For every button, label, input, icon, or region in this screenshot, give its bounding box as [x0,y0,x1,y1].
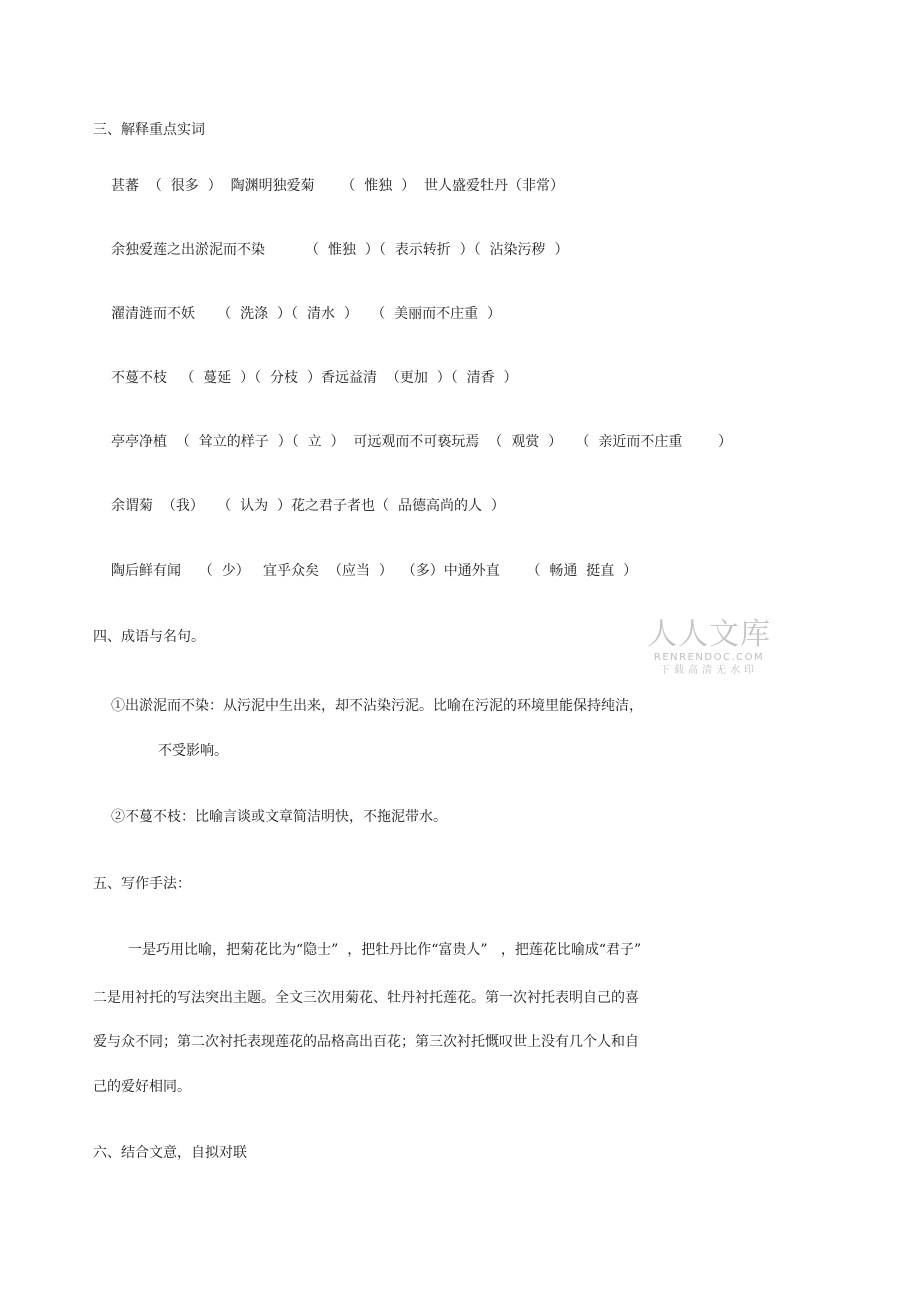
idiom-item-1-continuation: 不受影响。 [158,743,228,759]
vocab-line-5: 亭亭净植 （ 耸立的样子 ）（ 立 ） 可远观而不可亵玩焉 （ 观赏 ） （ 亲近而不庄重 ） [111,434,732,450]
section-heading-6: 六、结合文意，自拟对联 [93,1145,247,1161]
watermark-logo [646,618,772,678]
idiom-item-2: ②不蔓不枝：比喻言谈或文章简洁明快，不拖泥带水。 [111,809,447,825]
vocab-line-4: 不蔓不枝 （ 蔓延 ）（ 分枝 ）香远益清 （更加 ）（ 清香 ） [111,370,518,386]
section-heading-3: 三、解释重点实词 [93,122,205,138]
watermark-url: RENRENDOC.COM [653,652,765,663]
vocab-line-3: 濯清涟而不妖 （ 洗涤 ）（ 清水 ） （ 美丽而不庄重 ） [111,306,502,322]
technique-line-1: 一是巧用比喻，把菊花比为“隐士” ，把牡丹比作“富贵人” ，把莲花比喻成“君子” [128,942,642,958]
section-heading-4: 四、成语与名句。 [93,629,205,645]
vocab-line-1: 甚蕃 （ 很多 ） 陶渊明独爱菊 （ 惟独 ） 世人盛爱牡丹（非常） [111,178,565,194]
technique-line-4: 己的爱好相同。 [93,1079,191,1095]
watermark-tagline: 下载高清无水印 [660,665,758,676]
idiom-item-1: ①出淤泥而不染：从污泥中生出来，却不沾染污泥。比喻在污泥的环境里能保持纯洁， [111,698,643,714]
technique-line-3: 爱与众不同；第二次衬托表现莲花的品格高出百花；第三次衬托慨叹世上没有几个人和自 [93,1034,639,1050]
vocab-line-6: 余谓菊 （我） （ 认为 ）花之君子者也（ 品德高尚的人 ） [111,498,505,514]
section-heading-5: 五、写作手法： [93,876,191,892]
vocab-line-7: 陶后鲜有闻 （ 少） 宜乎众矣 （应当 ） （多）中通外直 （ 畅通 挺直 ） [111,563,638,579]
vocab-line-2: 余独爱莲之出淤泥而不染 （ 惟独 ）（ 表示转折 ）（ 沾染污秽 ） [111,242,569,258]
watermark-title: 人人文库 [647,617,771,652]
technique-line-2: 二是用衬托的写法突出主题。全文三次用菊花、牡丹衬托莲花。第一次衬托表明自己的喜 [93,990,639,1006]
